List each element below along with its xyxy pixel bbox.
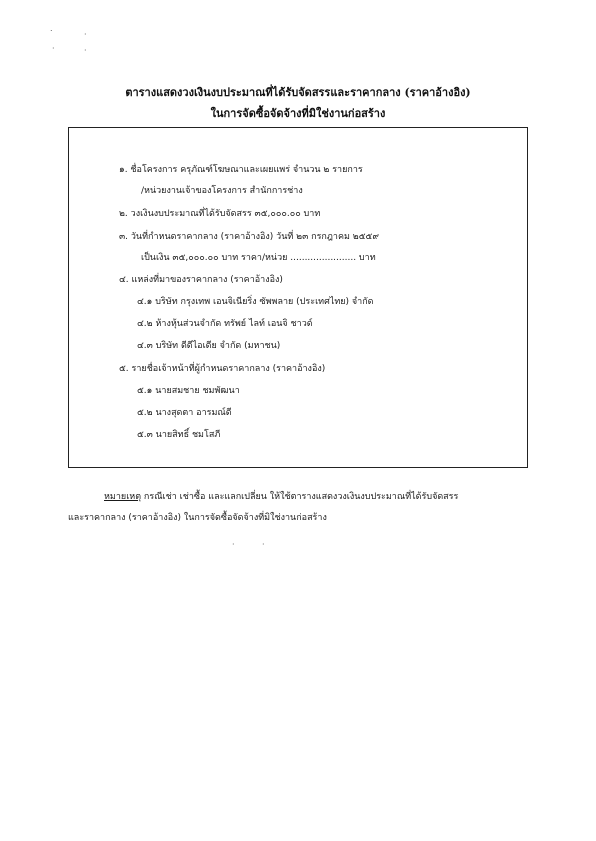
item-4-source-3: ๔.๓ บริษัท ดีดีไอเดีย จำกัด (มหาชน) bbox=[137, 341, 281, 351]
item-5-officers-heading: ๕. รายชื่อเจ้าหน้าที่ผู้กำหนดราคากลาง (ราคาอ้างอิง) bbox=[119, 364, 326, 374]
scan-speck: · bbox=[84, 30, 87, 39]
scan-speck: · bbox=[232, 540, 235, 549]
document-subtitle: ในการจัดซื้อจัดจ้างที่มิใช่งานก่อสร้าง bbox=[210, 107, 386, 120]
item-3-date: ๓. วันที่กำหนดราคากลาง (ราคาอ้างอิง) วันที่ ๒๓ กรกฎาคม ๒๕๕๙ bbox=[119, 232, 379, 242]
document-title: ตารางแสดงวงเงินงบประมาณที่ได้รับจัดสรรและราคากลาง (ราคาอ้างอิง) bbox=[125, 86, 471, 99]
note-label: หมายเหตุ bbox=[104, 492, 142, 502]
item-1-project-name: ๑. ชื่อโครงการ ครุภัณฑ์โฆษณาและเผยแพร่ จำนวน ๒ รายการ bbox=[119, 165, 363, 175]
item-4-source-1: ๔.๑ บริษัท กรุงเทพ เอนจิเนียริ่ง ซัพพลาย (ประเทศไทย) จำกัด bbox=[137, 297, 374, 307]
scan-speck: . bbox=[50, 24, 53, 33]
note-text-2: และราคากลาง (ราคาอ้างอิง) ในการจัดซื้อจัดจ้างที่มิใช่งานก่อสร้าง bbox=[68, 513, 327, 523]
scan-speck: · bbox=[52, 44, 55, 53]
scan-speck: · bbox=[262, 540, 265, 549]
item-2-budget: ๒. วงเงินงบประมาณที่ได้รับจัดสรร ๓๕,๐๐๐.๐๐ บาท bbox=[119, 209, 321, 219]
item-5-officer-3: ๕.๓ นายสิทธิ์ ชมโสภี bbox=[137, 430, 221, 440]
details-box bbox=[68, 127, 528, 468]
note-text-1: กรณีเช่า เช่าซื้อ และแลกเปลี่ยน ให้ใช้ตารางแสดงวงเงินงบประมาณที่ได้รับจัดสรร bbox=[143, 492, 459, 502]
item-3-amount: เป็นเงิน ๓๕,๐๐๐.๐๐ บาท ราคา/หน่วย ....................... บาท bbox=[141, 253, 376, 263]
note-line-1 bbox=[104, 489, 458, 503]
item-4-source-2: ๔.๒ ห้างหุ้นส่วนจำกัด ทรัพย์ ไลท์ เอนจิ ชาวด์ bbox=[137, 319, 313, 329]
scan-speck: · bbox=[84, 46, 87, 55]
item-1-agency: /หน่วยงานเจ้าของโครงการ สำนักการช่าง bbox=[141, 186, 303, 196]
item-5-officer-1: ๕.๑ นายสมชาย ชมพัฒนา bbox=[137, 386, 240, 396]
item-4-sources-heading: ๔. แหล่งที่มาของราคากลาง (ราคาอ้างอิง) bbox=[119, 275, 283, 285]
item-5-officer-2: ๕.๒ นางสุดตา อารมณ์ดี bbox=[137, 408, 232, 418]
